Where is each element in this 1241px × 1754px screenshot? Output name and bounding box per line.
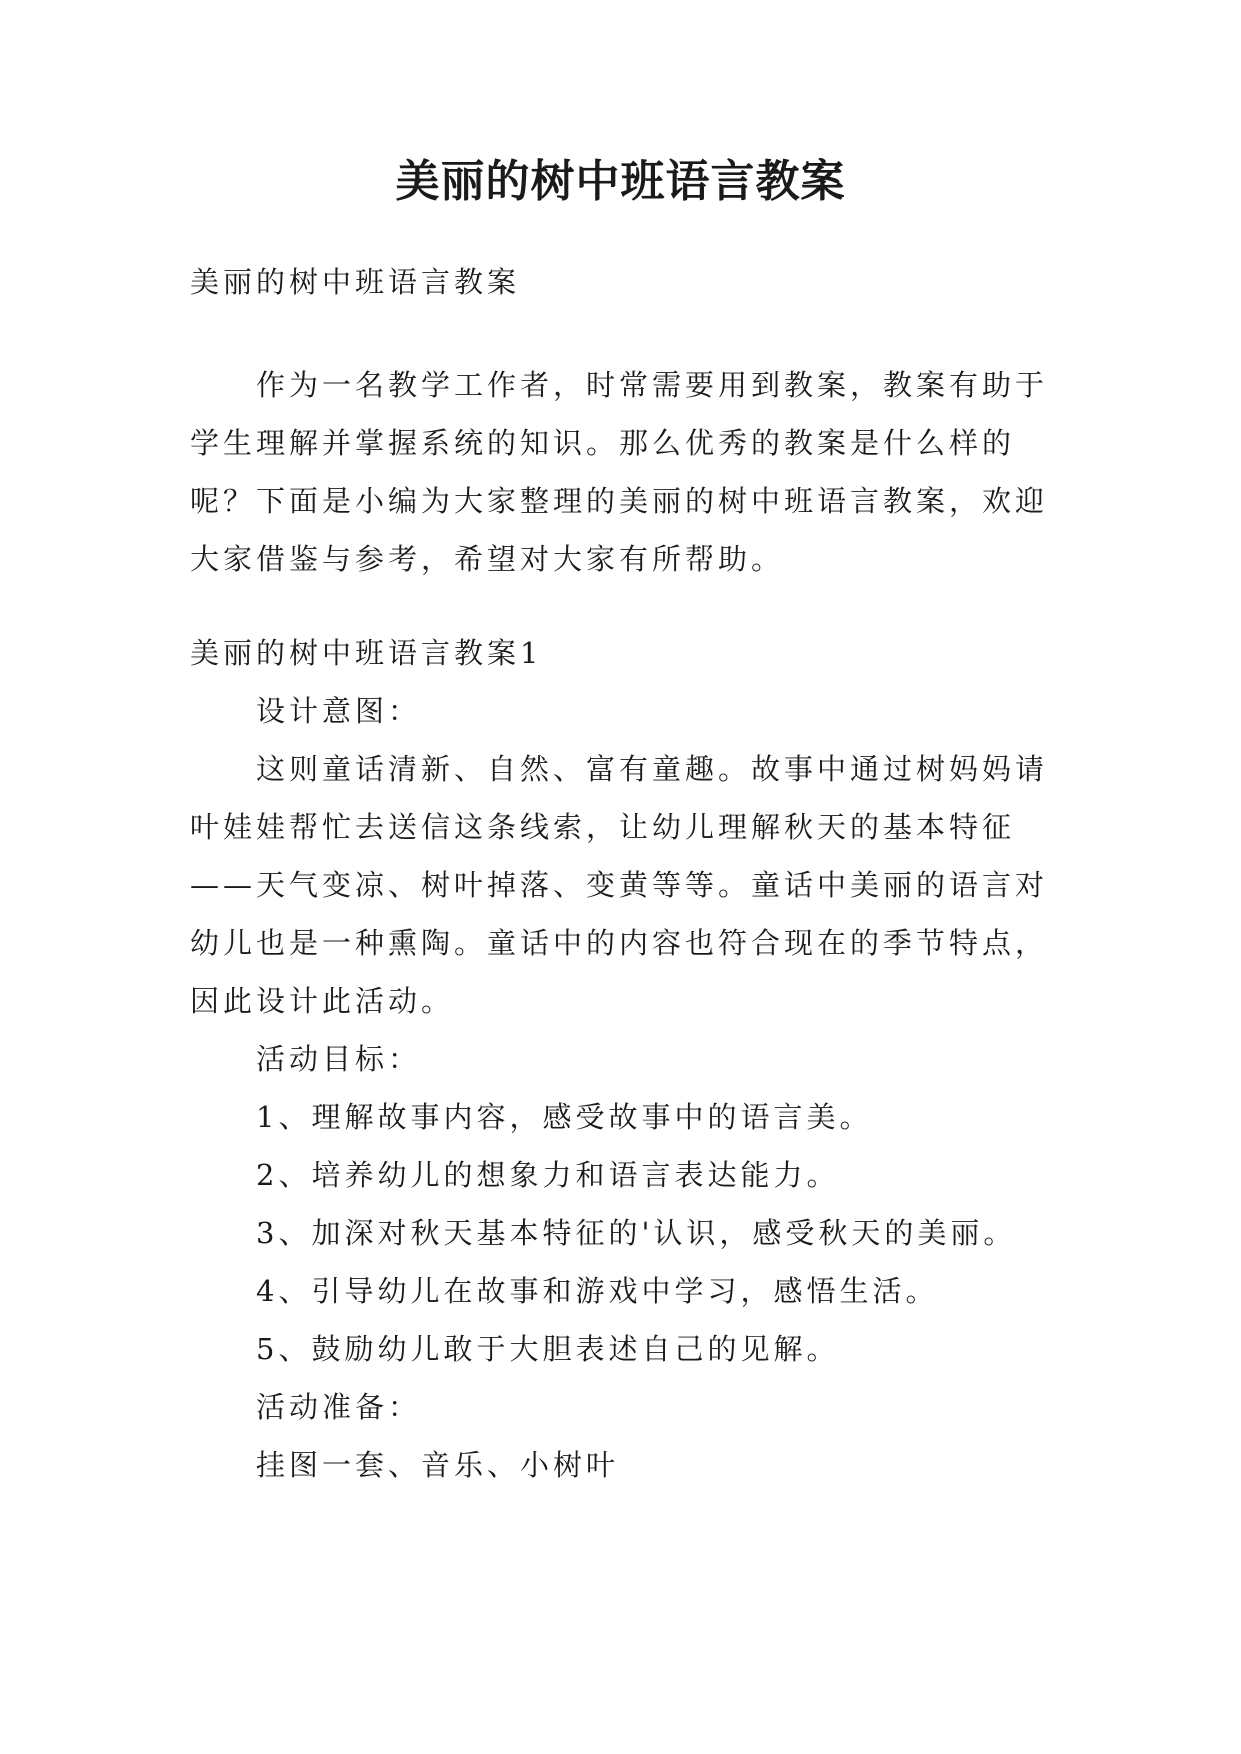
intro-paragraph — [190, 356, 1070, 588]
subtitle-line: 美丽的树中班语言教案 — [190, 265, 521, 299]
design-intent-line: 幼儿也是一种熏陶。童话中的内容也符合现在的季节特点， — [190, 926, 1049, 960]
design-intent-line: 叶娃娃帮忙去送信这条线索，让幼儿理解秋天的基本特征 — [190, 810, 1016, 844]
preparation-text: 挂图一套、音乐、小树叶 — [256, 1448, 620, 1482]
goal-item: 1、理解故事内容，感受故事中的语言美。 — [256, 1100, 873, 1134]
intro-line: 呢？下面是小编为大家整理的美丽的树中班语言教案，欢迎 — [190, 484, 1049, 518]
document-subtitle — [190, 253, 1070, 311]
goal-item: 3、加深对秋天基本特征的'认识，感受秋天的美丽。 — [256, 1216, 1017, 1250]
design-intent-line: 这则童话清新、自然、富有童趣。故事中通过树妈妈请 — [256, 752, 1049, 786]
design-intent-line: 因此设计此活动。 — [190, 984, 455, 1018]
goal-item: 5、鼓励幼儿敢于大胆表述自己的见解。 — [256, 1332, 840, 1366]
design-intent-label: 设计意图： — [256, 694, 422, 728]
intro-line: 作为一名教学工作者，时常需要用到教案，教案有助于 — [256, 368, 1049, 402]
section-heading: 美丽的树中班语言教案1 — [190, 636, 543, 670]
preparation-label: 活动准备： — [256, 1390, 422, 1424]
lesson-section — [190, 624, 1070, 1494]
design-intent-line: ——天气变凉、树叶掉落、变黄等等。童话中美丽的语言对 — [190, 868, 1049, 902]
goals-label: 活动目标： — [256, 1042, 422, 1076]
goal-item: 2、培养幼儿的想象力和语言表达能力。 — [256, 1158, 840, 1192]
goal-item: 4、引导幼儿在故事和游戏中学习，感悟生活。 — [256, 1274, 939, 1308]
intro-line: 大家借鉴与参考，希望对大家有所帮助。 — [190, 542, 785, 576]
intro-line: 学生理解并掌握系统的知识。那么优秀的教案是什么样的 — [190, 426, 1016, 460]
document-title: 美丽的树中班语言教案 — [395, 156, 846, 207]
